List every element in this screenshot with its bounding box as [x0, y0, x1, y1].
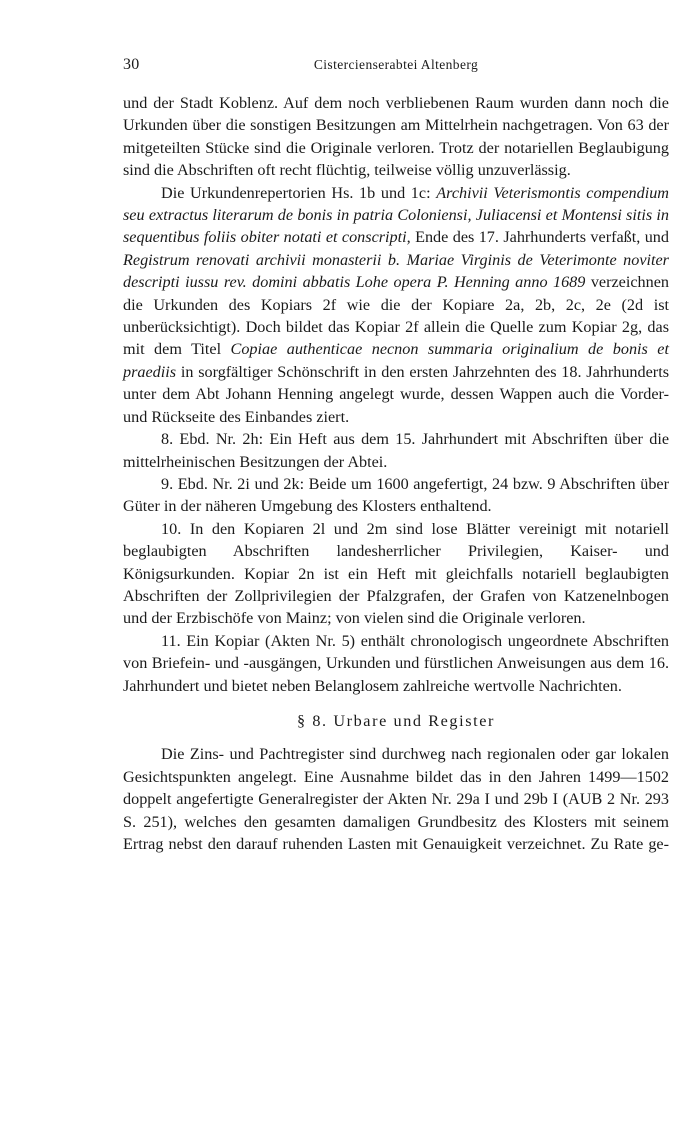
- paragraph-item-10: 10. In den Kopiaren 2l und 2m sind lose Blätter vereinigt mit notariell beglaubigten Abschriften landesherrlicher Privilegien, Kaiser- und Königsurkunden. Kopiar 2n ist ein Heft mit gleichfalls notariell beglaubigten Abschriften der Zollprivilegien der Pfalzgrafen, der Grafen von Katzenelnbogen und der Erzbischöfe von Mainz; von vielen sind die Originale verloren.: [123, 519, 669, 628]
- latin-title: Registrum renovati archivii monasterii b. Mariae Virginis de Veterimonte noviter descripti iussu rev. domini abbatis Lohe opera P. Henning anno 1689: [123, 250, 669, 292]
- page-number: 30: [123, 56, 140, 73]
- latin-title: Copiae authenticae necnon summaria originalium de bonis et praediis: [123, 340, 669, 381]
- running-head: Cistercienserabtei Altenberg: [313, 57, 479, 72]
- body-text: [123, 92, 669, 855]
- page-header: [123, 56, 669, 80]
- paragraph-item-8: 8. Ebd. Nr. 2h: Ein Heft aus dem 15. Jahrhundert mit Abschriften über die mittelrheinischen Besitzungen der Abtei.: [123, 430, 669, 471]
- text-run: Die Urkundenrepertorien Hs. 1b und 1c:: [161, 183, 437, 202]
- text-run: in sorgfältiger Schönschrift in den ersten Jahrzehnten des 18. Jahrhunderts unter dem Abt Johann Henning angelegt wurde, dessen Wappen auch die Vorder- und Rückseite des Einbandes ziert.: [123, 362, 669, 426]
- text-run: verzeichnen die Urkunden des Kopiars 2f wie die der Kopiare 2a, 2b, 2c, 2e (2d ist unberücksichtigt). Doch bildet das Kopiar 2f allein die Quelle zum Kopiar 2g, das mit dem Titel: [123, 273, 670, 359]
- paragraph-continuation: und der Stadt Koblenz. Auf dem noch verbliebenen Raum wurden dann noch die Urkunden über die sonstigen Besitzungen am Mittelrhein nachgetragen. Von 63 der mitgeteilten Stücke sind die Originale verloren. Trotz der notariellen Beglaubigung sind die Abschriften oft recht flüchtig, teilweise völlig unzuverlässig.: [123, 94, 669, 180]
- text-run: Ende des 17. Jahrhunderts verfaßt, und: [410, 228, 669, 247]
- paragraph-item-9: 9. Ebd. Nr. 2i und 2k: Beide um 1600 angefertigt, 24 bzw. 9 Abschriften über Güter in der näheren Umgebung des Klosters enthaltend.: [123, 474, 669, 516]
- paragraph-item-11: 11. Ein Kopiar (Akten Nr. 5) enthält chronologisch ungeordnete Abschriften von Briefein- und -ausgängen, Urkunden und fürstlichen Anweisungen aus dem 16. Jahrhundert und bietet neben Belanglosem zahlreiche wertvolle Nachrichten.: [123, 631, 669, 695]
- section-heading: § 8. Urbare und Register: [297, 711, 495, 730]
- latin-title: Archivii Veterismontis compendium seu extractus literarum de bonis in patria Coloniensi, Juliacensi et Montensi sitis in sequentibus foliis obiter notati et conscripti,: [123, 183, 669, 247]
- paragraph-register: Die Zins- und Pachtregister sind durchweg nach regionalen oder gar lokalen Gesichtspunkten angelegt. Eine Ausnahme bildet das in den Jahren 1499—1502 doppelt angefertigte Generalregister der Akten Nr. 29a I und 29b I (AUB 2 Nr. 293 S. 251), welches den gesamten damaligen Grundbesitz des Klosters mit seinem Ertrag nebst den darauf ruhenden Lasten mit Genauigkeit verzeichnet. Zu Rate ge-: [123, 745, 669, 853]
- paragraph-repertorien: [123, 182, 669, 428]
